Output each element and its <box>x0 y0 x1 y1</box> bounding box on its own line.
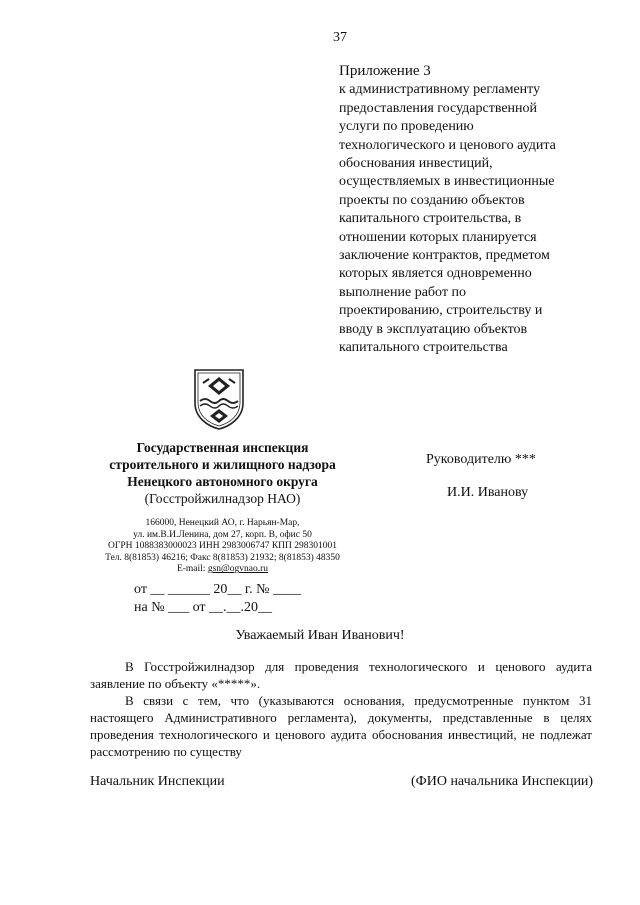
outgoing-reg-line: от __ ______ 20__ г. № ____ <box>134 582 301 597</box>
appendix-line: обоснования инвестиций, <box>339 156 493 172</box>
organization-address <box>95 518 350 576</box>
address-line: Тел. 8(81853) 46216; Факс 8(81853) 21932; 8(81853) 48350 <box>105 552 340 563</box>
appendix-line: выполнение работ по <box>339 284 466 300</box>
signature-name: (ФИО начальника Инспекции) <box>411 774 594 789</box>
appendix-line: проектированию, строительству и <box>339 303 543 319</box>
greeting: Уважаемый Иван Иванович! <box>235 628 405 643</box>
recipient-name: И.И. Иванову <box>447 485 529 500</box>
email-label: E-mail: <box>176 564 208 575</box>
appendix-line: технологического и ценового аудита <box>339 137 556 153</box>
page-number: 37 <box>333 30 347 45</box>
appendix-line: услуги по проведению <box>339 119 474 135</box>
appendix-block <box>339 62 629 358</box>
appendix-line: к административному регламенту <box>339 82 541 98</box>
address-line: 166000, Ненецкий АО, г. Нарьян-Мар, <box>145 518 300 528</box>
org-name-line: Государственная инспекция <box>136 440 309 455</box>
body-paragraph: В Госстройжилнадзор для проведения технологического и ценового аудита заявление по объекту «*****». <box>90 659 592 691</box>
email-link[interactable]: gsn@ogvnao.ru <box>207 564 269 575</box>
appendix-title: Приложение 3 <box>339 63 431 79</box>
org-name-line: строительного и жилищного надзора <box>109 457 336 472</box>
address-line: ОГРН 1088383000023 ИНН 2983006747 КПП 298301001 <box>107 541 337 552</box>
signature-position: Начальник Инспекции <box>90 774 225 789</box>
appendix-line: вводу в эксплуатацию объектов <box>339 321 528 337</box>
appendix-line: проекты по созданию объектов <box>339 192 525 208</box>
org-name-line: Ненецкого автономного округа <box>127 474 318 489</box>
appendix-line: капитального строительства <box>339 340 508 356</box>
letter-body <box>90 658 592 760</box>
body-paragraph: В связи с тем, что (указываются основания, предусмотренные пунктом 31 настоящего Административного регламента), документы, представленные в целях проведения технологического и ценового аудита обоснования инвестиций, не подлежат рассмотрению по существу <box>90 693 592 759</box>
coat-of-arms-emblem-icon <box>191 367 247 431</box>
org-short-name: (Госстройжилнадзор НАО) <box>144 491 301 506</box>
appendix-line: которых является одновременно <box>339 266 532 282</box>
appendix-line: предоставления государственной <box>339 100 538 116</box>
organization-block <box>90 439 355 507</box>
appendix-line: осуществляемых в инвестиционные <box>339 174 555 190</box>
appendix-line: заключение контрактов, предметом <box>339 248 550 264</box>
recipient-position: Руководителю *** <box>426 452 536 467</box>
address-line: ул. им.В.И.Ленина, дом 27, корп. В, офис 50 <box>133 529 312 540</box>
appendix-line: отношении которых планируется <box>339 229 537 245</box>
email-line <box>95 564 350 576</box>
appendix-line: капитального строительства, в <box>339 211 522 227</box>
incoming-reg-line: на № ___ от __.__.20__ <box>134 600 272 615</box>
